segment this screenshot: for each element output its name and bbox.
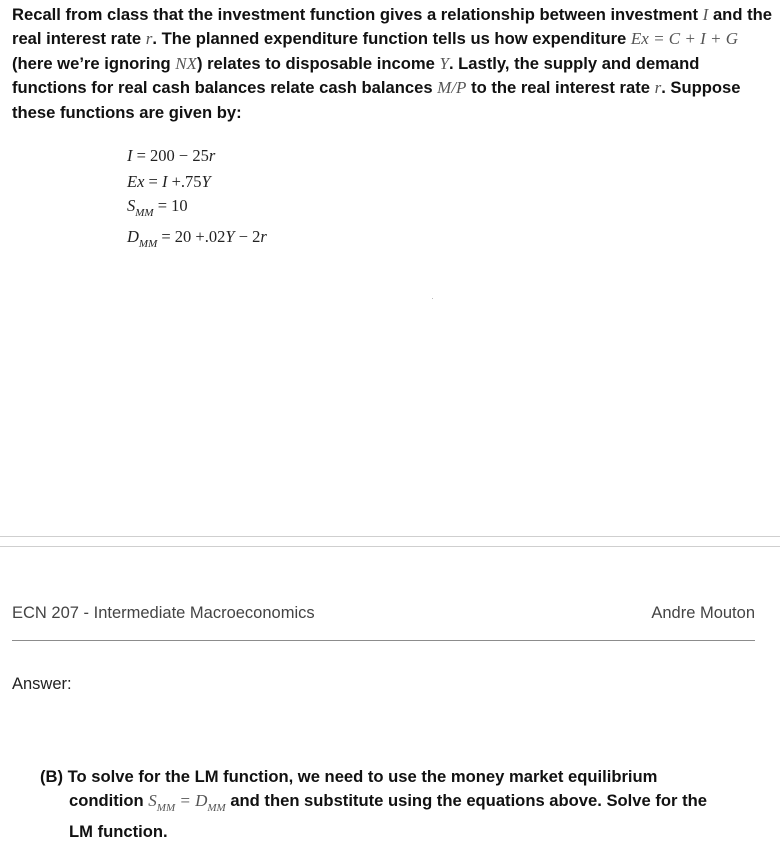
eq-lhs: D	[127, 227, 139, 246]
part-b-text: LM function.	[69, 822, 168, 841]
eq-var: Y	[225, 227, 235, 246]
part-b-text: To solve for the LM function, we need to use the money market equilibrium	[63, 767, 658, 786]
eq-subscript: MM	[135, 207, 154, 219]
math-interest-rate: r	[145, 29, 153, 49]
course-title: ECN 207 - Intermediate Macroeconomics	[12, 604, 315, 622]
eq-var: r	[260, 227, 267, 246]
part-b-text: condition	[69, 791, 149, 810]
eq-lhs: Ex	[127, 172, 145, 191]
math-equals: =	[175, 791, 196, 810]
intro-paragraph	[12, 3, 772, 125]
part-b-line-2	[69, 791, 707, 814]
math-subscript: MM	[156, 802, 176, 814]
math-net-exports: NX	[175, 53, 197, 73]
intro-text: ) relates to disposable income	[196, 53, 440, 73]
part-b-line-3	[69, 822, 168, 842]
header-rule	[12, 640, 755, 641]
page-divider	[0, 546, 780, 547]
eq-var: Y	[201, 172, 211, 191]
eq-subscript: MM	[138, 238, 158, 250]
equation-expenditure	[127, 172, 211, 192]
intro-text: . The planned expenditure function tells us how expenditure	[152, 29, 631, 49]
math-subscript: MM	[207, 802, 226, 814]
equation-money-supply	[127, 196, 188, 219]
speck	[432, 298, 433, 299]
eq-rhs: = 20 +.02	[157, 227, 226, 246]
eq-rhs: =	[144, 172, 162, 191]
eq-rhs: − 2	[234, 227, 261, 246]
part-b-text: and then substitute using the equations above. Solve for the	[225, 791, 707, 810]
part-b-line-1	[40, 767, 657, 787]
eq-rhs: = 10	[153, 196, 188, 215]
math-demand: D	[195, 791, 208, 810]
equation-investment	[127, 146, 215, 166]
math-interest-rate: r	[654, 78, 662, 98]
intro-text: (here we’re ignoring	[12, 53, 176, 73]
eq-lhs: S	[127, 196, 136, 215]
intro-text: . Suppose these functions are given by:	[12, 78, 741, 122]
intro-text: . Lastly, the supply and demand functions for real cash balances relate cash balances	[12, 53, 700, 98]
answer-label: Answer:	[12, 675, 72, 693]
equation-money-demand	[127, 227, 267, 250]
math-supply: S	[148, 791, 157, 810]
eq-var: I	[161, 172, 168, 191]
eq-rhs: +.75	[167, 172, 202, 191]
intro-text: Recall from class that the investment function gives a relationship between investment	[12, 5, 703, 24]
eq-var: r	[208, 146, 216, 165]
eq-rhs: = 200 − 25	[132, 146, 209, 165]
math-investment: I	[702, 5, 709, 24]
page-divider	[0, 536, 780, 537]
part-label: (B)	[40, 767, 64, 786]
intro-text: and the real interest rate	[12, 5, 772, 49]
math-real-balances: M/P	[437, 78, 467, 98]
intro-text: to the real interest rate	[466, 78, 655, 98]
math-income: Y	[439, 53, 449, 73]
math-expenditure: Ex = C + I + G	[630, 29, 739, 49]
author-name: Andre Mouton	[651, 604, 755, 622]
eq-lhs: I	[127, 146, 133, 165]
